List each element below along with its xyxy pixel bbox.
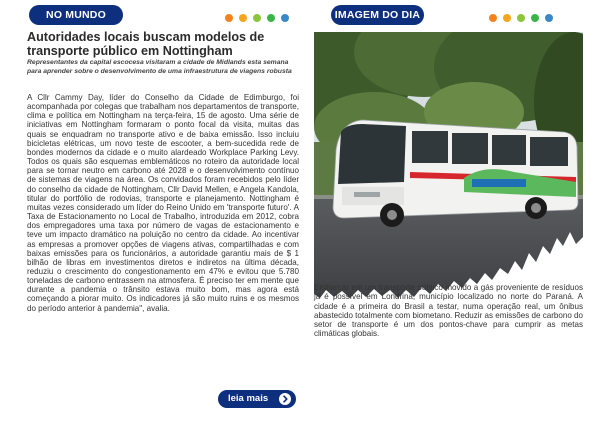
- bus-photo-svg: [314, 32, 583, 298]
- photo-caption: Embarcar em um transporte público movido a gás proveniente de resíduos já é possível em Londrina, município localizado no norte do Paraná. A cidade é a primeira do Brasil a testar, numa operação real, um ônibus abastecido totalmente com biometano. Reduzir as emissões de carbono do setor de transporte é um dos pontos-chave para cumprir as metas climáticas globais.: [314, 283, 583, 339]
- dot-green: [531, 14, 539, 22]
- dot-yellow: [503, 14, 511, 22]
- article-subtitle: Representantes da capital escocesa visitaram a cidade de Midlands esta semana para aprender sobre o desenvolvimento de uma infraestrutura de viagens robusta: [27, 59, 292, 75]
- decorative-dots: [225, 14, 289, 22]
- section-badge-imagem-do-dia: IMAGEM DO DIA: [331, 5, 424, 25]
- dot-orange: [225, 14, 233, 22]
- chevron-right-icon: [279, 393, 291, 405]
- read-more-label: leia mais: [228, 393, 269, 404]
- section-badge-no-mundo: NO MUNDO: [29, 5, 123, 25]
- article-title: Autoridades locais buscam modelos de transporte público em Nottingham: [27, 30, 265, 58]
- dot-blue: [545, 14, 553, 22]
- dot-light-green: [517, 14, 525, 22]
- dot-light-green: [253, 14, 261, 22]
- article-body: A Cllr Cammy Day, líder do Conselho da Cidade de Edimburgo, foi acompanhada por colegas que trabalham nos departamentos de transporte, clima e política em Nottingham na terça-feira, 15 de agosto. Uma série de iniciativas em Nottingham formaram o ponto focal da visita, muitas das quais se enquadram no transporte ativo e de baixa emissão. Isso incluiu bicicletas elétricas, um novo teste de escooter, a bem-sucedida rede de bondes modernos da cidade e o muito alardeado Workplace Parking Levy. Todos os quais são esquemas emblemáticos no roteiro da autoridade local para se tornar neutro em carbono até 2028 e o desenvolvimento contínuo de sistemas de viagens na área. Os convidados foram recebidos pelo líder do conselho da cidade de Nottingham, Cllr David Mellen, e Angela Kandola, titular do portfólio de rodovias, transporte e planejamento. Nottingham é muitas vezes considerado um líder do Reino Unido em 'transporte futuro'. A Taxa de Estacionamento no Local de Trabalho, introduzida em 2012, cobra dos empregadores uma taxa por número de vagas de estacionamento e teve um impacto dramático na poluição no centro da cidade. Ao incentivar as empresas a promover opções de viagens ativas, compartilhadas e com baixas emissões para os funcionários, a autoridade garantiu mais de $ 1 bilhão de libras em investimentos diretos e indiretos na última década, reduziu o crescimento do congestionamento em 47% e evitou que 5.780 toneladas de carbono entrassem na atmosfera. É preciso ter em mente que durante a pandemia o trânsito estava muito bom, mas agora está começando a piorar muito. Os indicadores já são muito ruins e os mesmos do período anterior à pandemia", avalia.: [27, 93, 299, 313]
- dot-orange: [489, 14, 497, 22]
- bus-photo: [314, 32, 583, 298]
- dot-green: [267, 14, 275, 22]
- decorative-dots: [489, 14, 553, 22]
- read-more-button[interactable]: [218, 390, 296, 408]
- dot-yellow: [239, 14, 247, 22]
- dot-blue: [281, 14, 289, 22]
